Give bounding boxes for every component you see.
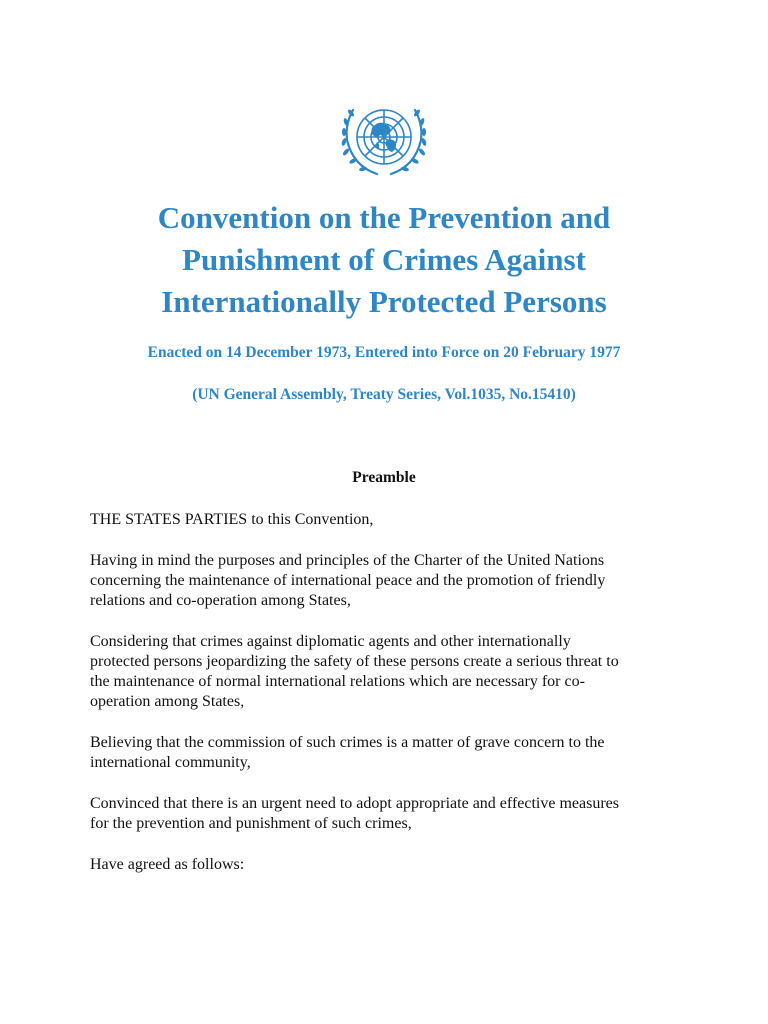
paragraph-line: Believing that the commission of such crimes is a matter of grave concern to the [90, 734, 605, 751]
paragraph [90, 794, 710, 834]
un-emblem-icon [331, 92, 437, 186]
paragraph [90, 510, 710, 530]
paragraph-line: Convinced that there is an urgent need to adopt appropriate and effective measures [90, 795, 619, 812]
paragraph [90, 551, 710, 611]
enacted-dates: Enacted on 14 December 1973, Entered into Force on 20 February 1977 [147, 344, 621, 361]
paragraph-line: operation among States, [90, 693, 245, 710]
paragraph-line: protected persons jeopardizing the safety of these persons create a serious threat to [90, 653, 619, 670]
paragraph-line: relations and co-operation among States, [90, 592, 351, 609]
preamble-body [90, 510, 710, 896]
paragraph-line: THE STATES PARTIES to this Convention, [90, 511, 374, 528]
paragraph [90, 855, 710, 875]
title-line: Punishment of Crimes Against [182, 242, 586, 277]
paragraph-line: Have agreed as follows: [90, 856, 245, 873]
paragraph-line: Considering that crimes against diplomatic agents and other internationally [90, 633, 571, 650]
document-title [0, 197, 768, 323]
paragraph-line: international community, [90, 754, 251, 771]
paragraph-line: concerning the maintenance of international peace and the promotion of friendly [90, 572, 606, 589]
paragraph [90, 733, 710, 773]
title-line: Convention on the Prevention and [157, 200, 611, 235]
treaty-reference: (UN General Assembly, Treaty Series, Vol.1035, No.15410) [192, 386, 576, 403]
title-line: Internationally Protected Persons [161, 284, 607, 319]
paragraph-line: Having in mind the purposes and principles of the Charter of the United Nations [90, 552, 605, 569]
paragraph [90, 632, 710, 712]
section-heading: Preamble [352, 469, 416, 486]
paragraph-line: for the prevention and punishment of such crimes, [90, 815, 412, 832]
paragraph-line: the maintenance of normal international relations which are necessary for co- [90, 673, 585, 690]
